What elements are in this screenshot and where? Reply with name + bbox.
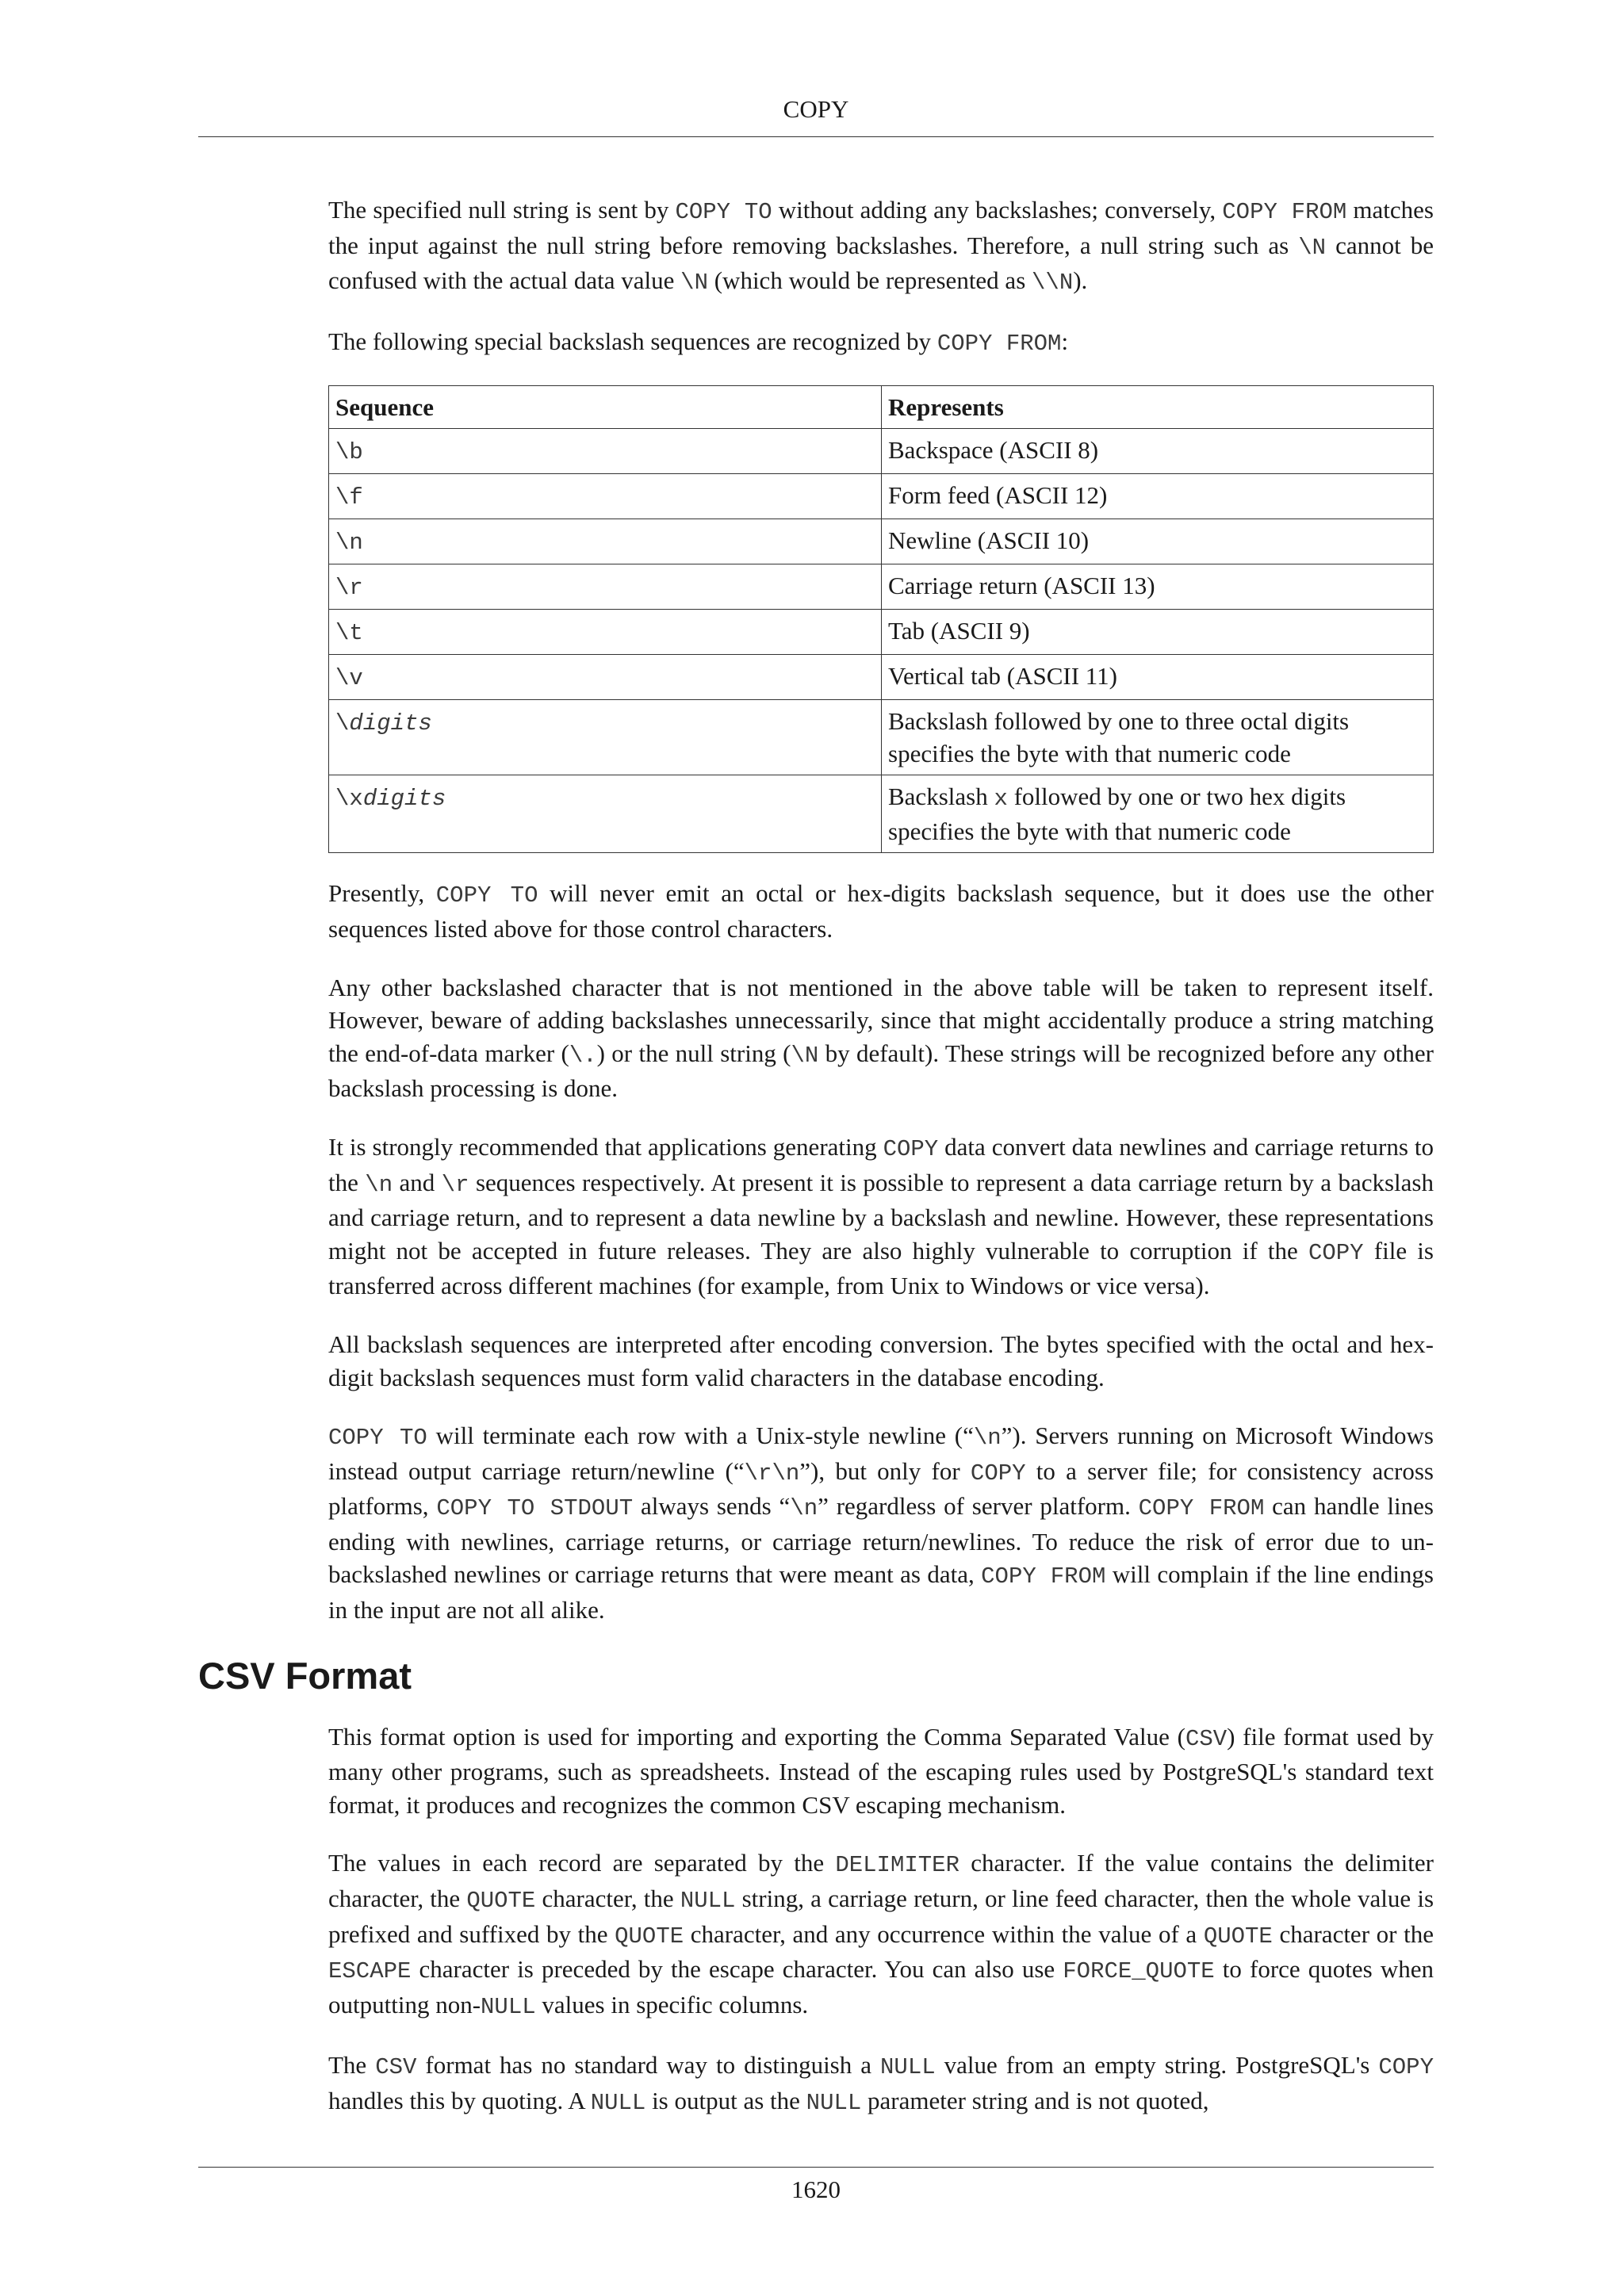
header-rule [198,136,1434,137]
section-heading-csv-format: CSV Format [198,1654,412,1697]
table-row [329,519,1434,564]
represents-cell: Newline (ASCII 10) [882,519,1434,564]
sequence-cell: \digits [329,700,882,775]
page-number: 1620 [791,2175,841,2203]
paragraph-other-backslashes: Any other backslashed character that is not mentioned in the above table will be taken to represent itself. However, beware of adding backslashes unnecessarily, since that might accidentally produce a string matching the end-of-data marker (\.) or the null string (\N by default). These strings will be recognized before any other backslash processing is done. [328,973,1434,1103]
paragraph-table-intro: The following special backslash sequences are recognized by COPY FROM: [328,327,1069,357]
sequence-cell: \r [335,575,363,602]
sequence-cell: \v [335,665,363,692]
table-row [329,700,1434,775]
sequence-cell: \n [335,530,363,557]
sequence-cell: \xdigits [329,775,882,853]
paragraph-null-string: The specified null string is sent by COPY TO without adding any backslashes; conversely, COPY FROM matches the input against the null string before removing backslashes. Therefore, a null string such as \N cannot be confused with the actual data value \N (which would be represented as \\N). [328,196,1434,297]
represents-cell: Backslash followed by one to three octal digits specifies the byte with that numeric code [882,700,1434,775]
table-header-sequence: Sequence [329,386,882,429]
table-row [329,429,1434,474]
represents-cell: Tab (ASCII 9) [882,610,1434,655]
page-content [198,193,1434,2145]
represents-cell: Form feed (ASCII 12) [882,474,1434,519]
paragraph-line-endings: COPY TO will terminate each row with a Unix-style newline (“\n”). Servers running on Microsoft Windows instead output carriage return/newline (“\r\n”), but only for COPY to a server file; for consistency across platforms, COPY TO STDOUT always sends “\n” regardless of server platform. COPY FROM can handle lines ending with newlines, carriage returns, or carriage return/newlines. To reduce the risk of error due to un-backslashed newlines or carriage returns that were meant as data, COPY FROM will complain if the line endings in the input are not all alike. [328,1422,1434,1624]
paragraph-csv-null: The CSV format has no standard way to distinguish a NULL value from an empty string. PostgreSQL's COPY handles this by quoting. A NULL is output as the NULL parameter string and is not quoted, [328,2051,1434,2116]
sequence-cell: \f [335,484,363,511]
table-row [329,775,1434,853]
table-row [329,474,1434,519]
page-header: COPY [783,95,849,123]
paragraph-copy-to-sequences: Presently, COPY TO will never emit an octal or hex-digits backslash sequence, but it does use the other sequences listed above for those control characters. [328,879,1434,943]
table-row [329,564,1434,610]
paragraph-csv-intro: This format option is used for importing and exporting the Comma Separated Value (CSV) file format used by many other programs, such as spreadsheets. Instead of the escaping rules used by PostgreSQL's standard text format, it produces and recognizes the common CSV escaping mechanism. [328,1722,1434,1819]
represents-cell: Vertical tab (ASCII 11) [882,655,1434,700]
table-row [329,655,1434,700]
represents-cell: Backspace (ASCII 8) [882,429,1434,474]
represents-cell: Backslash x followed by one or two hex digits specifies the byte with that numeric code [882,775,1434,853]
paragraph-csv-delimiter: The values in each record are separated by the DELIMITER character. If the value contains the delimiter character, the QUOTE character, the NULL string, a carriage return, or line feed character, then the whole value is prefixed and suffixed by the QUOTE character, and any occurrence within the value of a QUOTE character or the ESCAPE character is preceded by the escape character. You can also use FORCE_QUOTE to force quotes when outputting non-NULL values in specific columns. [328,1849,1434,2020]
sequence-cell: \b [335,439,363,466]
paragraph-newline-recommendation: It is strongly recommended that applications generating COPY data convert data newlines and carriage returns to the \n and \r sequences respectively. At present it is possible to represent a data carriage return by a backslash and carriage return, and to represent a data newline by a backslash and newline. However, these representations might not be accepted in future releases. They are also highly vulnerable to corruption if the COPY file is transferred across different machines (for example, from Unix to Windows or vice versa). [328,1132,1434,1300]
table-row [329,610,1434,655]
backslash-sequence-table [328,385,1434,853]
table-header-represents: Represents [882,386,1434,429]
sequence-cell: \t [335,620,363,647]
represents-cell: Carriage return (ASCII 13) [882,564,1434,610]
paragraph-encoding-conversion: All backslash sequences are interpreted after encoding conversion. The bytes specified with the octal and hex-digit backslash sequences must form valid characters in the database encoding. [328,1330,1434,1391]
table-header-row [329,386,1434,429]
footer-rule [198,2167,1434,2168]
